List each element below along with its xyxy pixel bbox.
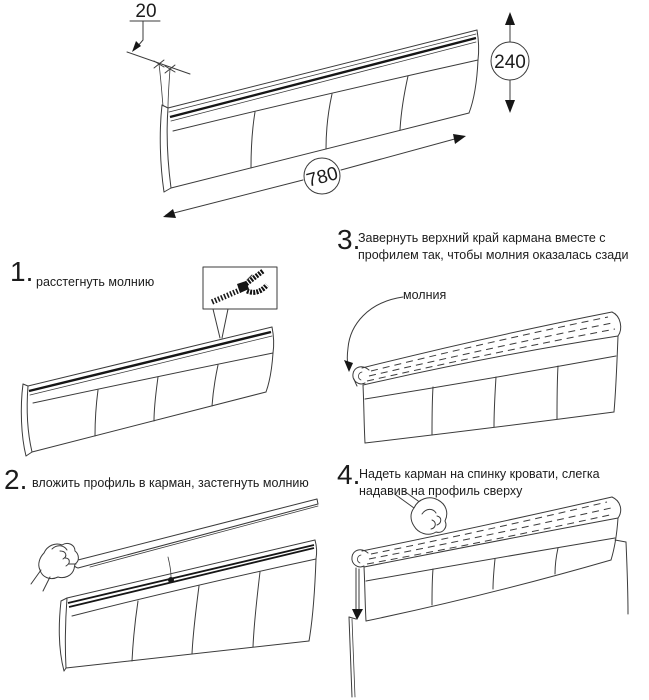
dimension-height-240 xyxy=(491,12,529,113)
dimension-offset-20 xyxy=(127,1,190,108)
seam-line xyxy=(494,377,496,427)
zipper-stripe xyxy=(29,332,271,391)
slide-down-arrow xyxy=(352,568,363,620)
seam-line xyxy=(192,586,199,654)
zipper-slider xyxy=(168,577,174,583)
zipper-stripe xyxy=(170,38,476,117)
arrowhead xyxy=(344,360,353,372)
seam-line xyxy=(493,559,495,589)
step1-drawing xyxy=(21,267,277,456)
step3-text: Завернуть верхний край кармана вместе с профилем так, чтобы молния оказалась сзади xyxy=(358,231,629,262)
step4-number: 4. xyxy=(337,459,361,490)
seam-line xyxy=(400,76,408,130)
zipper-label: молния xyxy=(403,288,447,302)
step2-text: вложить профиль в карман, застегнуть молнию xyxy=(32,476,309,490)
seam-line xyxy=(432,569,433,605)
arrowhead xyxy=(453,134,466,144)
seam-line xyxy=(251,112,255,168)
rolled-zipper-end xyxy=(353,367,369,386)
arrowhead xyxy=(505,100,515,113)
headboard xyxy=(349,540,628,697)
seam-line xyxy=(326,94,332,149)
step1-text: расстегнуть молнию xyxy=(36,275,155,289)
step2-number: 2. xyxy=(4,464,28,495)
hand-icon xyxy=(31,543,78,591)
zipper-stripe xyxy=(69,548,314,607)
seam-line xyxy=(212,365,218,406)
callout-wedge xyxy=(213,309,228,338)
arrowhead xyxy=(505,12,515,25)
zipper-stripe xyxy=(68,545,314,603)
dim-240-label: 240 xyxy=(494,52,526,73)
arrowhead xyxy=(132,41,141,52)
step4-drawing xyxy=(349,491,628,697)
dimension-width-780 xyxy=(163,134,466,218)
step1-number: 1. xyxy=(10,256,34,287)
profile-bar xyxy=(74,499,318,568)
step3-drawing xyxy=(344,297,621,443)
zipper-callout-arrow xyxy=(347,297,403,365)
step2-drawing xyxy=(31,499,318,671)
seam-line xyxy=(557,366,558,419)
step3-number: 3. xyxy=(337,224,361,255)
dim-20-label: 20 xyxy=(135,1,157,22)
seam-line xyxy=(253,572,260,647)
seam-line xyxy=(555,548,558,574)
seam-line xyxy=(95,390,98,436)
seam-line xyxy=(154,377,158,421)
step4-text: Надеть карман на спинку кровати, слегка надавив на профиль сверху xyxy=(359,467,600,498)
arrowhead xyxy=(163,209,176,218)
seam-line xyxy=(432,387,433,435)
rolled-zipper-end xyxy=(352,550,368,567)
dim-780-label: 780 xyxy=(304,163,341,192)
seam-line xyxy=(132,601,138,661)
